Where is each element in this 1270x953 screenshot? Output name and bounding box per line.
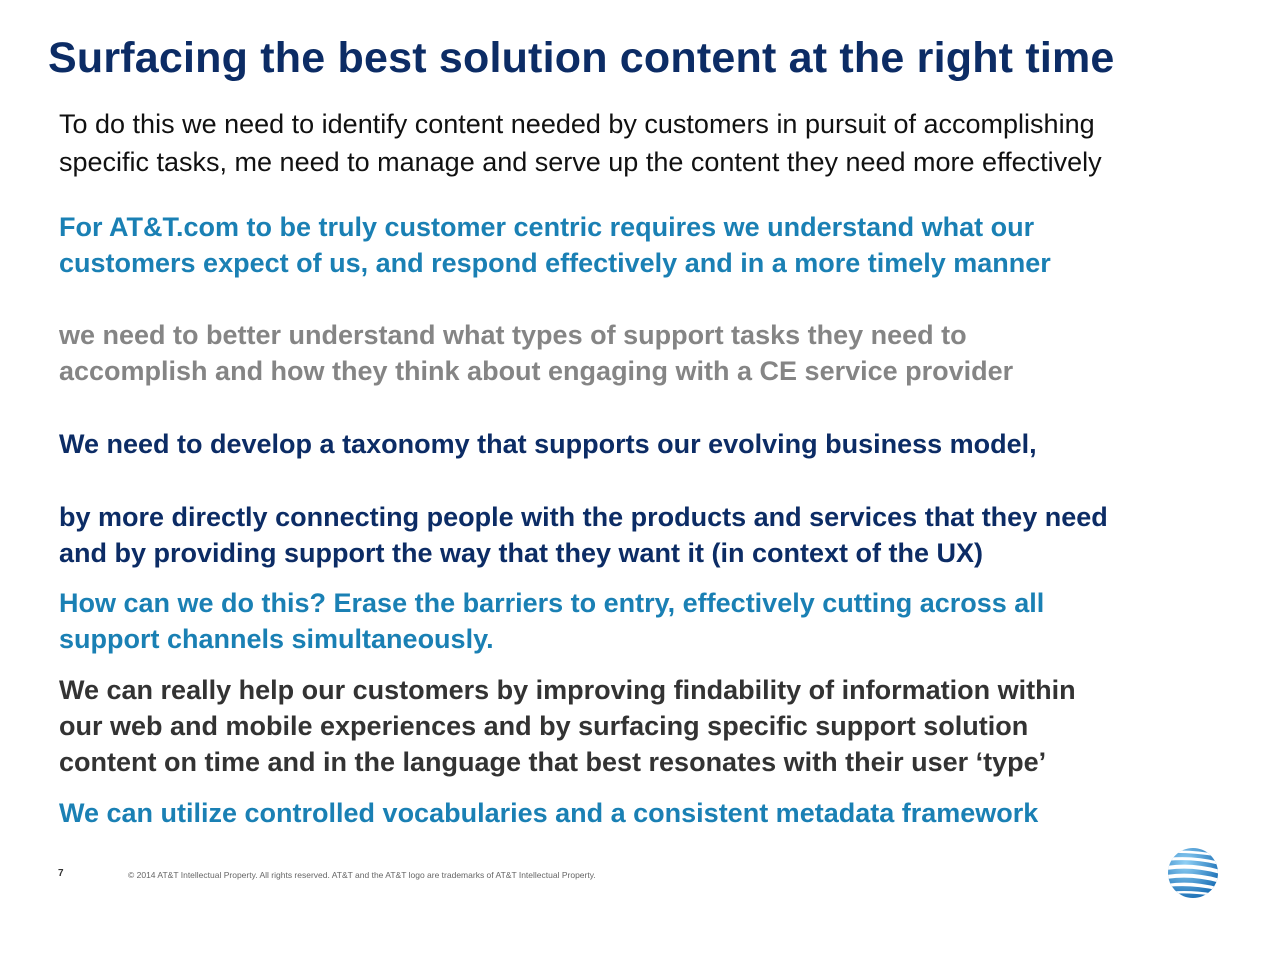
intro-line-1: To do this we need to identify content needed by customers in pursuit of accomplishing	[59, 109, 1095, 139]
paragraph-line: customers expect of us, and respond effectively and in a more timely manner	[59, 248, 1051, 278]
paragraph-line: our web and mobile experiences and by surfacing specific support solution	[59, 711, 1029, 741]
paragraph-line: by more directly connecting people with the products and services that they need	[59, 502, 1108, 532]
paragraph-support-tasks	[59, 317, 1013, 389]
paragraph-line: How can we do this? Erase the barriers to entry, effectively cutting across all	[59, 588, 1045, 618]
paragraph-line: support channels simultaneously.	[59, 624, 494, 654]
paragraph-how-can-we	[59, 585, 1044, 657]
page-number: 7	[58, 868, 64, 879]
paragraph-line: We can really help our customers by improving findability of information within	[59, 675, 1076, 705]
paragraph-vocabularies	[59, 795, 1038, 831]
globe-body	[1168, 848, 1218, 898]
paragraph-line: For AT&T.com to be truly customer centric requires we understand what our	[59, 212, 1035, 242]
slide-title: Surfacing the best solution content at the right time	[48, 34, 1115, 82]
paragraph-taxonomy	[59, 426, 1037, 462]
paragraph-line: accomplish and how they think about engaging with a CE service provider	[59, 356, 1014, 386]
intro-paragraph	[59, 105, 1102, 181]
paragraph-connecting-people	[59, 499, 1108, 571]
intro-line-2: specific tasks, me need to manage and serve up the content they need more effectively	[59, 147, 1102, 177]
paragraph-line: We can utilize controlled vocabularies and a consistent metadata framework	[59, 798, 1039, 828]
paragraph-line: content on time and in the language that best resonates with their user ‘type’	[59, 747, 1047, 777]
paragraph-line: we need to better understand what types of support tasks they need to	[59, 320, 967, 350]
paragraph-line: We need to develop a taxonomy that supports our evolving business model,	[59, 429, 1037, 459]
paragraph-findability	[59, 672, 1076, 780]
copyright-notice: © 2014 AT&T Intellectual Property. All rights reserved. AT&T and the AT&T logo are trademarks of AT&T Intellectual Property.	[128, 870, 596, 880]
paragraph-line: and by providing support the way that they want it (in context of the UX)	[59, 538, 984, 568]
att-globe-logo-icon	[1166, 846, 1220, 900]
paragraph-customer-centric	[59, 209, 1051, 281]
